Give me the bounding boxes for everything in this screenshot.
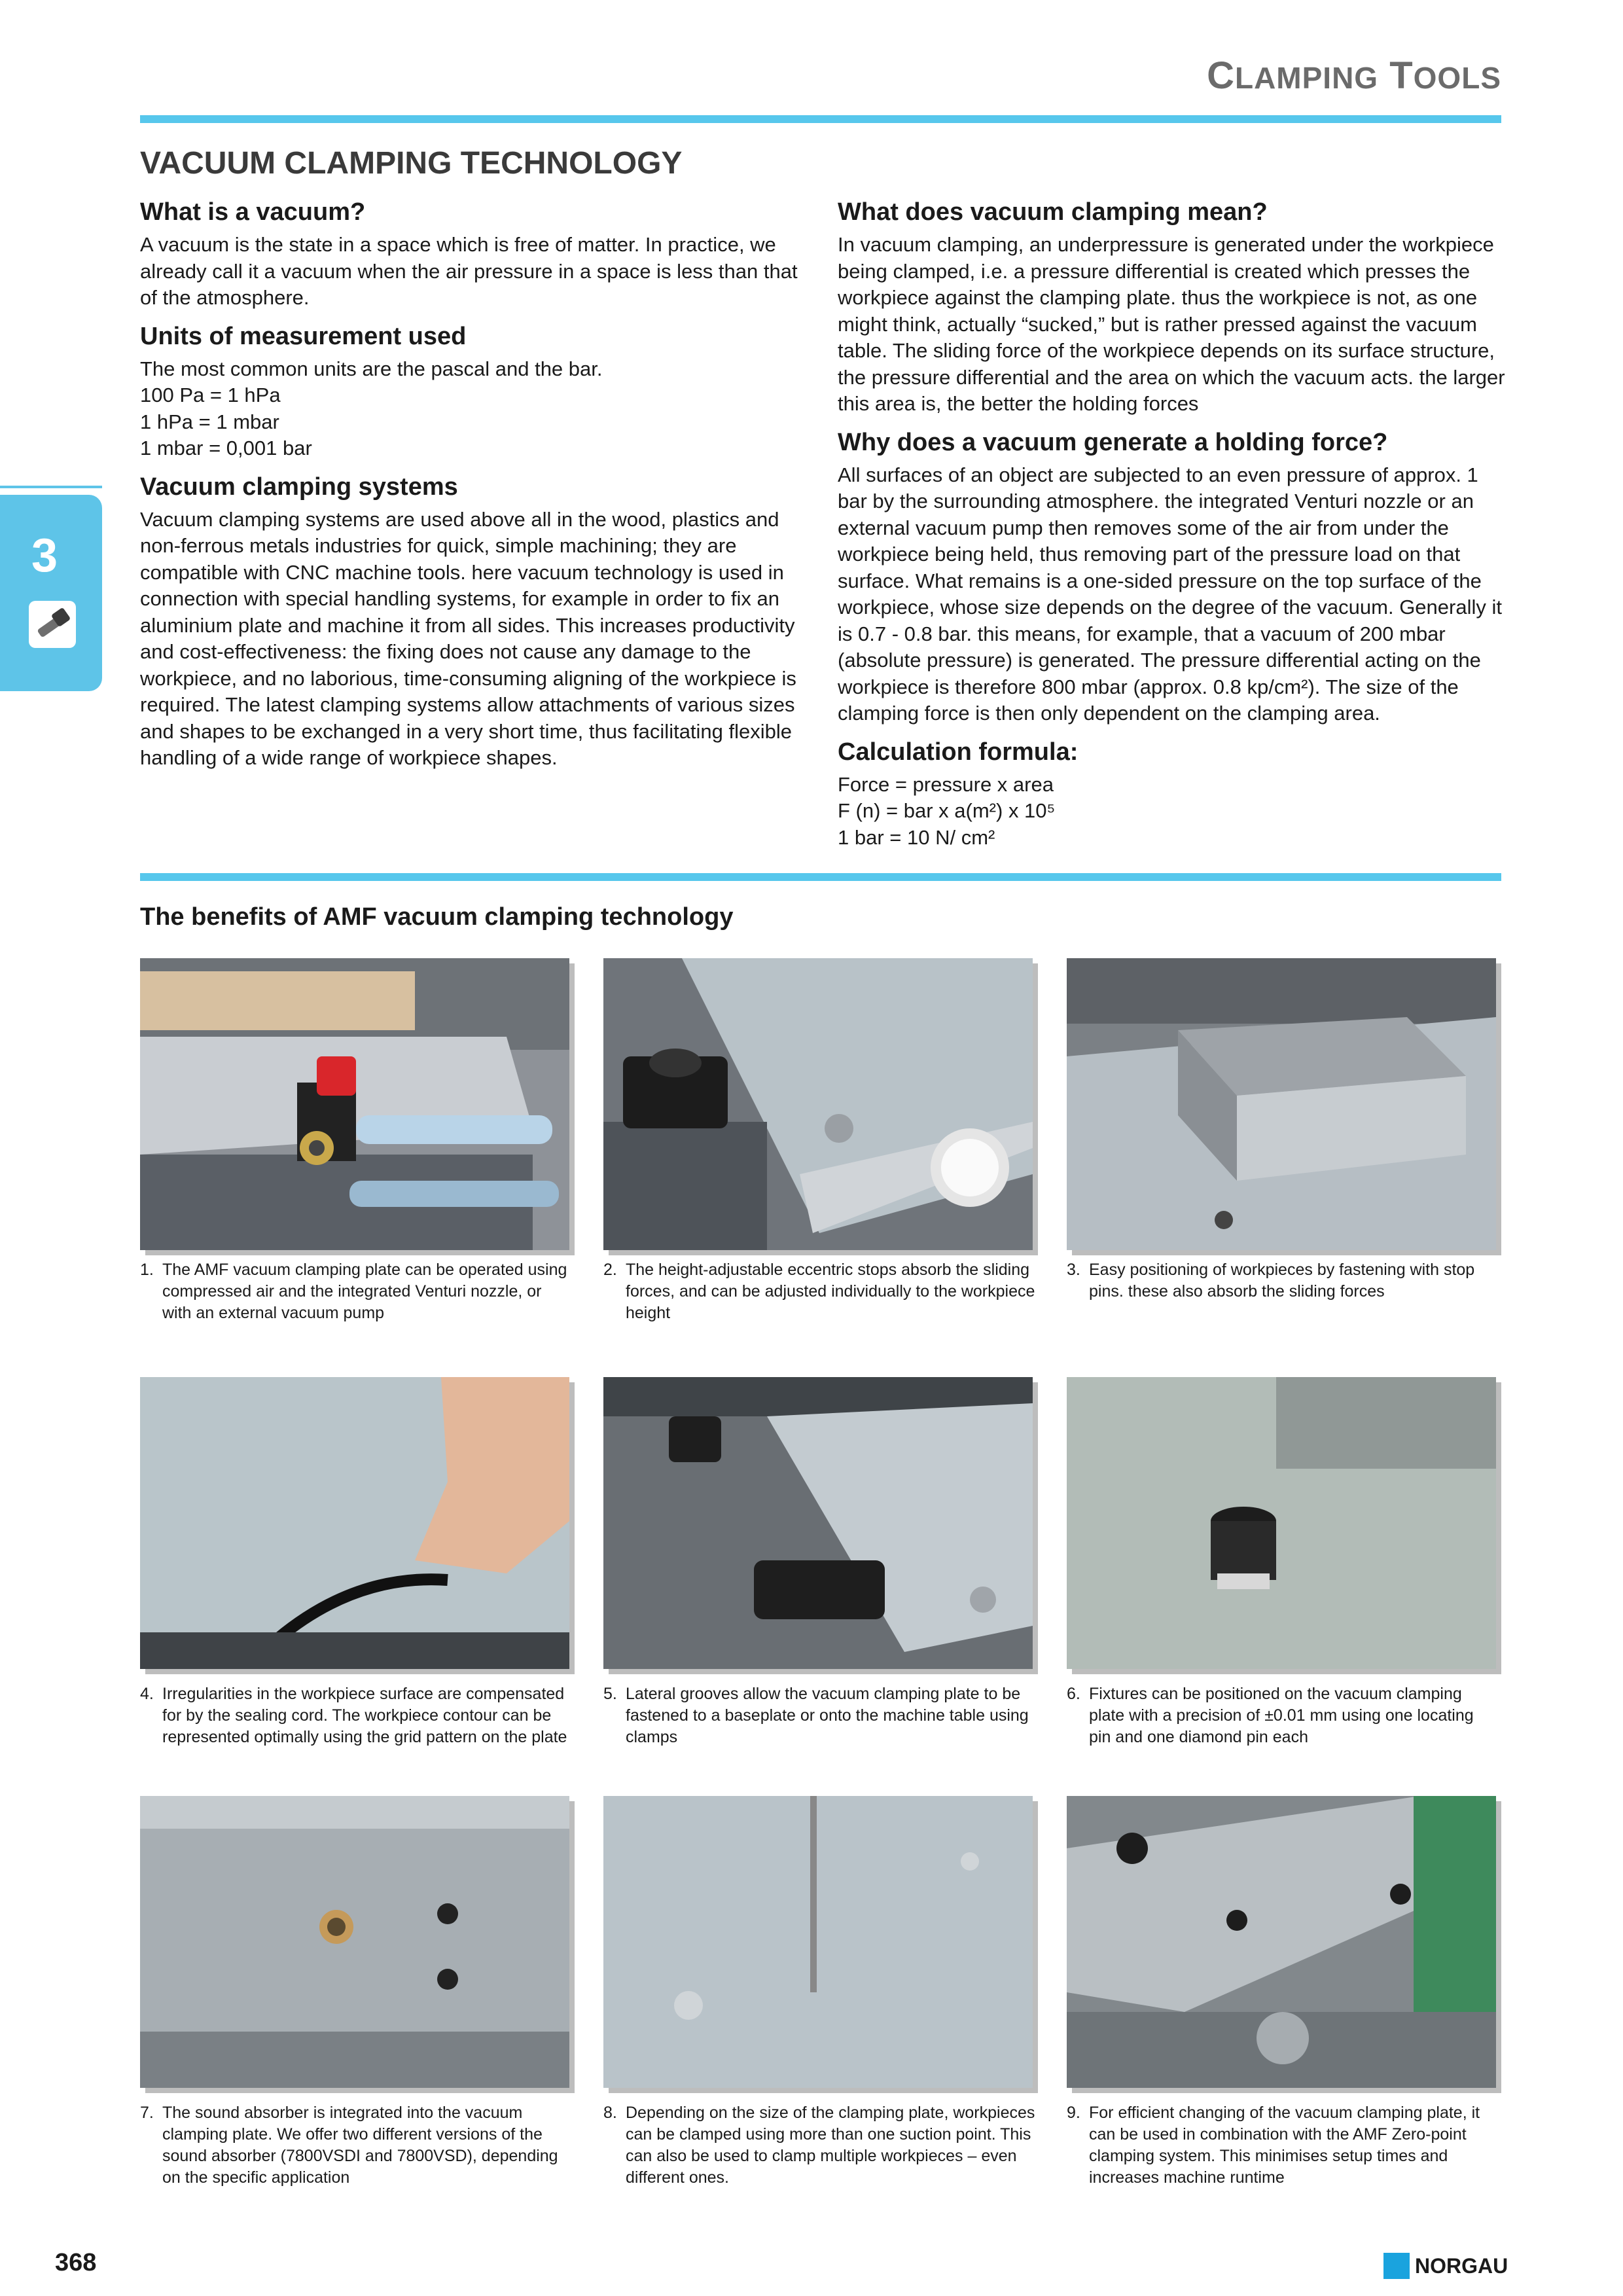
caption-4 [140, 1683, 572, 1748]
block-body [838, 462, 1505, 727]
right_column-block [838, 736, 1505, 852]
right_column-block [838, 427, 1505, 727]
photo-6 [1067, 1377, 1496, 1669]
section-title: VACUUM CLAMPING TECHNOLOGY [140, 146, 683, 181]
photo-9 [1067, 1796, 1496, 2088]
block-body [140, 232, 808, 312]
body-line: In vacuum clamping, an underpressure is generated under the workpiece being clamped, i.e. a pressure differential is created which presses the workpiece against the clamping plate. thus the workpiece is not, as one might think, actually “sucked,” but is rather pressed against the vacuum table. The sliding force of the workpiece depends on its surface structure, the pressure differential and the area on which the vacuum acts. the larger this area is, the better the holding forces [838, 233, 1505, 415]
caption-7 [140, 2102, 572, 2189]
photo-3-image [1067, 958, 1496, 1250]
block-heading: Why does a vacuum generate a holding force? [838, 428, 1388, 456]
photo-6-image [1067, 1377, 1496, 1669]
left_column-block [140, 196, 808, 312]
body-line: 1 hPa = 1 mbar [140, 410, 279, 433]
caption-6 [1067, 1683, 1499, 1748]
side-tab-line [0, 486, 102, 488]
right-column [838, 196, 1505, 860]
benefits-title: The benefits of AMF vacuum clamping technology [140, 903, 734, 931]
left_column-block [140, 321, 808, 462]
photo-7 [140, 1796, 569, 2088]
body-line: A vacuum is the state in a space which is free of matter. In practice, we already call it a vacuum when the air pressure in a space is less than that of the atmosphere. [140, 233, 798, 309]
caption-7-text: The sound absorber is integrated into the vacuum clamping plate. We offer two different versions of the sound absorber (7800VSDI and 7800VSD), depending on the specific application [162, 2104, 558, 2187]
left_column-block [140, 471, 808, 772]
screw-clamp-icon [29, 601, 76, 648]
caption-1-number: 1. [140, 1261, 154, 1279]
header-title-rest-2: OOLS [1413, 61, 1501, 95]
photo-1 [140, 958, 569, 1250]
body-line: 1 bar = 10 N/ cm² [838, 825, 995, 849]
caption-7-number: 7. [140, 2104, 154, 2122]
caption-9 [1067, 2102, 1499, 2189]
block-heading: What is a vacuum? [140, 198, 366, 226]
caption-9-number: 9. [1067, 2104, 1080, 2122]
mid-rule [140, 873, 1501, 881]
header-title [1207, 54, 1501, 98]
photo-1-image [140, 958, 569, 1250]
top-rule [140, 115, 1501, 123]
left-column [140, 196, 808, 781]
caption-4-text: Irregularities in the workpiece surface are compensated for by the sealing cord. The workpiece contour can be represented optimally using the grid pattern on the plate [162, 1685, 567, 1746]
chapter-tab[interactable] [0, 495, 102, 691]
caption-1-text: The AMF vacuum clamping plate can be operated using compressed air and the integrated Venturi nozzle, or with an external vacuum pump [162, 1261, 567, 1322]
photo-4-image [140, 1377, 569, 1669]
block-heading: Vacuum clamping systems [140, 473, 458, 501]
caption-5-text: Lateral grooves allow the vacuum clamping plate to be fastened to a baseplate or onto the machine table using clamps [626, 1685, 1029, 1746]
caption-5-number: 5. [603, 1685, 617, 1703]
header-title-rest-1: LAMPING [1234, 61, 1379, 95]
caption-8-number: 8. [603, 2104, 617, 2122]
photo-9-image [1067, 1796, 1496, 2088]
photo-7-image [140, 1796, 569, 2088]
page-number: 368 [55, 2249, 97, 2276]
body-line: Force = pressure x area [838, 772, 1054, 796]
photo-3 [1067, 958, 1496, 1250]
caption-2-text: The height-adjustable eccentric stops absorb the sliding forces, and can be adjusted individually to the workpiece height [626, 1261, 1035, 1322]
caption-9-text: For efficient changing of the vacuum clamping plate, it can be used in combination with the AMF Zero-point clamping system. This minimises setup times and increases machine runtime [1089, 2104, 1480, 2187]
caption-3-number: 3. [1067, 1261, 1080, 1279]
photo-2 [603, 958, 1033, 1250]
body-line: F (n) = bar x a(m²) x 10⁵ [838, 799, 1056, 822]
right_column-block [838, 196, 1505, 418]
photo-5 [603, 1377, 1033, 1669]
photo-2-image [603, 958, 1033, 1250]
photo-8 [603, 1796, 1033, 2088]
caption-3 [1067, 1259, 1499, 1302]
block-heading: Units of measurement used [140, 322, 467, 350]
body-line: 1 mbar = 0,001 bar [140, 437, 312, 459]
block-body [140, 507, 808, 772]
caption-6-number: 6. [1067, 1685, 1080, 1703]
logo-brand: NORGAU [1415, 2254, 1508, 2278]
block-body [140, 356, 808, 462]
photo-8-image [603, 1796, 1033, 2088]
photo-5-image [603, 1377, 1033, 1669]
caption-8 [603, 2102, 1035, 2189]
body-line: 100 Pa = 1 hPa [140, 384, 281, 406]
body-line: Vacuum clamping systems are used above all in the wood, plastics and non-ferrous metals industries for quick, simple machining; they are compatible with CNC machine tools. here vacuum technology is used in connection with special handling systems, for example in order to fix an aluminium plate and machine it from all sides. This increases productivity and cost-effectiveness: the fixing does not cause any damage to the workpiece, and no laborious, time-consuming aligning of the workpiece is required. The latest clamping systems allow attachments of various sizes and shapes to be exchanged in a very short time, thus facilitating flexible handling of a wide range of workpiece shapes. [140, 507, 796, 769]
caption-8-text: Depending on the size of the clamping plate, workpieces can be clamped using more than one suction point. This can also be used to clamp multiple workpieces – even different ones. [626, 2104, 1035, 2187]
block-body [838, 772, 1505, 852]
caption-2-number: 2. [603, 1261, 617, 1279]
caption-5 [603, 1683, 1035, 1748]
logo-square-icon [1383, 2253, 1410, 2279]
body-line: All surfaces of an object are subjected to an even pressure of approx. 1 bar by the surrounding atmosphere. the integrated Venturi nozzle or an external vacuum pump then removes some of the air from under the workpiece being held, thus removing part of the pressure load on that surface. What remains is a one-sided pressure on the top surface of the workpiece, whose size depends on the degree of the vacuum. Generally it is 0.7 - 0.8 bar. this means, for example, that a vacuum of 200 mbar (absolute pressure) is generated. The pressure differential acting on the workpiece is therefore 800 mbar (approx. 0.8 kp/cm²). The size of the clamping force is then only dependent on the clamping area. [838, 463, 1502, 725]
caption-2 [603, 1259, 1035, 1324]
body-line: The most common units are the pascal and the bar. [140, 357, 603, 380]
header-title-initial-1: C [1207, 54, 1235, 97]
chapter-number: 3 [31, 529, 58, 582]
caption-3-text: Easy positioning of workpieces by fastening with stop pins. these also absorb the sliding forces [1089, 1261, 1475, 1300]
header-title-initial-2: T [1389, 54, 1414, 97]
caption-4-number: 4. [140, 1685, 154, 1703]
caption-1 [140, 1259, 572, 1324]
photo-4 [140, 1377, 569, 1669]
block-heading: Calculation formula: [838, 738, 1079, 766]
caption-6-text: Fixtures can be positioned on the vacuum clamping plate with a precision of ±0.01 mm using one locating pin and one diamond pin each [1089, 1685, 1474, 1746]
block-body [838, 232, 1505, 418]
block-heading: What does vacuum clamping mean? [838, 198, 1268, 226]
